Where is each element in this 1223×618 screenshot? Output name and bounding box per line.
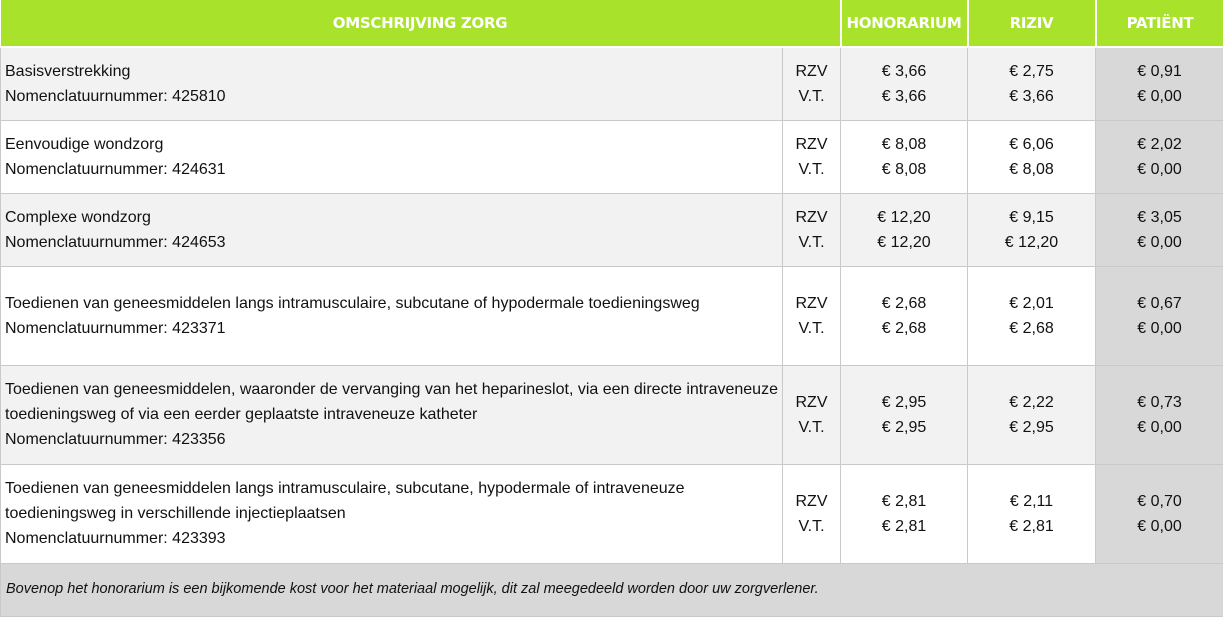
fee-rzv: € 2,68 xyxy=(881,294,927,312)
fee-rzv: € 8,08 xyxy=(881,135,927,153)
tariff-type xyxy=(783,120,841,193)
patient-rzv: € 0,70 xyxy=(1137,492,1182,510)
care-title: Eenvoudige wondzorg xyxy=(5,135,164,153)
care-description xyxy=(1,365,783,464)
fee-rzv: € 2,95 xyxy=(881,393,927,411)
patient-rzv: € 3,05 xyxy=(1137,208,1182,226)
fee-rzv: € 3,66 xyxy=(881,62,927,80)
footer-row xyxy=(1,563,1223,616)
tariff-type xyxy=(783,193,841,266)
fee-cell xyxy=(841,193,968,266)
riziv-vt: € 2,81 xyxy=(1009,517,1054,535)
patient-vt: € 0,00 xyxy=(1137,418,1182,436)
fee-vt: € 2,81 xyxy=(881,517,927,535)
table-row xyxy=(1,47,1223,120)
patient-cell xyxy=(1096,266,1223,365)
riziv-rzv: € 2,22 xyxy=(1009,393,1054,411)
patient-rzv: € 0,91 xyxy=(1137,62,1182,80)
patient-cell xyxy=(1096,193,1223,266)
fee-vt: € 12,20 xyxy=(877,233,931,251)
care-description xyxy=(1,47,783,120)
patient-vt: € 0,00 xyxy=(1137,517,1182,535)
fee-vt: € 2,95 xyxy=(881,418,927,436)
riziv-vt: € 8,08 xyxy=(1009,160,1054,178)
patient-rzv: € 2,02 xyxy=(1137,135,1182,153)
tariff-type-rzv: RZV xyxy=(795,208,828,226)
care-description xyxy=(1,120,783,193)
patient-rzv: € 0,67 xyxy=(1137,294,1182,312)
riziv-cell xyxy=(968,47,1096,120)
fee-cell xyxy=(841,120,968,193)
tariff-type-vt: V.T. xyxy=(798,160,825,178)
fee-vt: € 8,08 xyxy=(881,160,927,178)
fee-rzv: € 2,81 xyxy=(881,492,927,510)
riziv-vt: € 2,95 xyxy=(1009,418,1054,436)
table-header-row xyxy=(1,0,1223,47)
patient-vt: € 0,00 xyxy=(1137,233,1182,251)
riziv-cell xyxy=(968,266,1096,365)
tariff-type xyxy=(783,365,841,464)
nomenclature-number: Nomenclatuurnummer: 424653 xyxy=(5,233,226,251)
care-title: Basisverstrekking xyxy=(5,62,131,80)
patient-cell xyxy=(1096,365,1223,464)
care-description xyxy=(1,266,783,365)
care-title: Toedienen van geneesmiddelen langs intramusculaire, subcutane of hypodermale toedieningsweg xyxy=(5,294,700,312)
nomenclature-number: Nomenclatuurnummer: 425810 xyxy=(5,87,226,105)
care-title: Complexe wondzorg xyxy=(5,208,151,226)
patient-rzv: € 0,73 xyxy=(1137,393,1182,411)
fee-vt: € 2,68 xyxy=(881,319,927,337)
tariff-type-rzv: RZV xyxy=(795,393,828,411)
nomenclature-number: Nomenclatuurnummer: 424631 xyxy=(5,160,226,178)
tariff-type xyxy=(783,464,841,563)
patient-cell xyxy=(1096,464,1223,563)
riziv-cell xyxy=(968,464,1096,563)
tariff-type-vt: V.T. xyxy=(798,517,825,535)
riziv-vt: € 2,68 xyxy=(1009,319,1054,337)
fee-cell xyxy=(841,365,968,464)
nomenclature-number: Nomenclatuurnummer: 423371 xyxy=(5,319,226,337)
tariff-type-rzv: RZV xyxy=(795,492,828,510)
riziv-rzv: € 2,01 xyxy=(1009,294,1054,312)
fee-cell xyxy=(841,266,968,365)
table-row xyxy=(1,193,1223,266)
patient-vt: € 0,00 xyxy=(1137,160,1182,178)
table-row xyxy=(1,365,1223,464)
fee-vt: € 3,66 xyxy=(881,87,927,105)
table-row xyxy=(1,120,1223,193)
header-fee: HONORARIUM xyxy=(841,0,968,47)
nomenclature-number: Nomenclatuurnummer: 423393 xyxy=(5,530,226,547)
riziv-vt: € 3,66 xyxy=(1009,87,1054,105)
care-description xyxy=(1,464,783,563)
riziv-rzv: € 6,06 xyxy=(1009,135,1054,153)
care-description xyxy=(1,193,783,266)
tariff-type-vt: V.T. xyxy=(798,319,825,337)
nomenclature-number: Nomenclatuurnummer: 423356 xyxy=(5,431,226,448)
care-title: Toedienen van geneesmiddelen langs intramusculaire, subcutane, hypodermale of intraveneuze toedieningsweg in verschillende injectieplaatsen xyxy=(5,480,685,522)
table-row xyxy=(1,266,1223,365)
table-row xyxy=(1,464,1223,563)
footer-note: Bovenop het honorarium is een bijkomende kost voor het materiaal mogelijk, dit zal meegedeeld worden door uw zorgverlener. xyxy=(1,563,1223,616)
patient-vt: € 0,00 xyxy=(1137,87,1182,105)
riziv-cell xyxy=(968,120,1096,193)
header-description: OMSCHRIJVING ZORG xyxy=(1,0,841,47)
header-riziv: RIZIV xyxy=(968,0,1096,47)
tariff-type-vt: V.T. xyxy=(798,233,825,251)
riziv-rzv: € 2,11 xyxy=(1009,492,1054,510)
tariff-type-rzv: RZV xyxy=(795,294,828,312)
tariff-type xyxy=(783,266,841,365)
riziv-rzv: € 2,75 xyxy=(1009,62,1054,80)
riziv-rzv: € 9,15 xyxy=(1009,208,1054,226)
fee-cell xyxy=(841,47,968,120)
tariff-type-rzv: RZV xyxy=(795,62,828,80)
tariff-type-vt: V.T. xyxy=(798,87,825,105)
tariff-type xyxy=(783,47,841,120)
patient-cell xyxy=(1096,120,1223,193)
riziv-vt: € 12,20 xyxy=(1004,233,1059,251)
tariff-type-vt: V.T. xyxy=(798,418,825,436)
tariff-type-rzv: RZV xyxy=(795,135,828,153)
fee-rzv: € 12,20 xyxy=(877,208,931,226)
patient-vt: € 0,00 xyxy=(1137,319,1182,337)
patient-cell xyxy=(1096,47,1223,120)
care-title: Toedienen van geneesmiddelen, waaronder de vervanging van het heparineslot, via een directe intraveneuze toedieningsweg of via een eerder geplaatste intraveneuze katheter xyxy=(5,381,778,423)
riziv-cell xyxy=(968,365,1096,464)
fee-cell xyxy=(841,464,968,563)
header-patient: PATIËNT xyxy=(1096,0,1223,47)
riziv-cell xyxy=(968,193,1096,266)
